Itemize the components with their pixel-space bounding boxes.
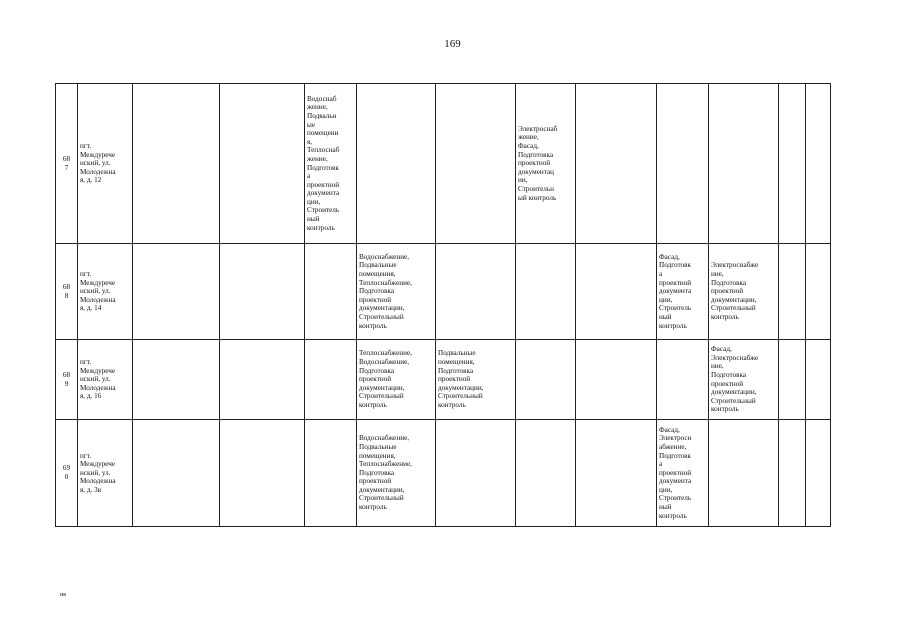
work-type-cell [305, 84, 357, 244]
row-number-cell [56, 84, 78, 244]
work-type-cell [806, 244, 831, 340]
work-type-cell [436, 340, 516, 420]
work-type-cell-text: Фасад, Электроснабже ние, Подготовка проектной документации, Строительный контроль [711, 345, 759, 414]
work-type-cell [357, 84, 436, 244]
address-cell [78, 244, 133, 340]
work-type-cell-text: Водоснаб жение, Подвальн ые помещени я, Теплоснаб жение, Подготовк а проектной документа ции, Строитель ный контроль [307, 94, 340, 232]
address-cell-text: пгт. Междуречe нский, ул. Молодежна я, д. 3в [80, 451, 116, 494]
work-type-cell [357, 340, 436, 420]
table-row [56, 420, 831, 527]
address-cell [78, 84, 133, 244]
row-number-cell [56, 420, 78, 527]
work-type-cell [305, 420, 357, 527]
work-type-cell [133, 244, 220, 340]
work-type-cell [779, 84, 806, 244]
work-type-cell [576, 84, 657, 244]
work-type-cell [709, 340, 779, 420]
work-type-cell [516, 84, 576, 244]
work-type-cell [220, 340, 305, 420]
work-type-cell [516, 244, 576, 340]
work-type-cell [220, 84, 305, 244]
work-type-cell [436, 244, 516, 340]
work-type-cell [220, 244, 305, 340]
table-row [56, 244, 831, 340]
repair-schedule-table [55, 83, 831, 527]
work-type-cell [576, 420, 657, 527]
address-cell [78, 420, 133, 527]
row-number-cell-text: 69 0 [62, 464, 71, 481]
work-type-cell-text: Теплоснабжение, Водоснабжение, Подготовка проектной документации, Строительный контроль [359, 349, 412, 409]
work-type-cell [806, 420, 831, 527]
footer-mark: нв [60, 592, 67, 598]
work-type-cell [133, 84, 220, 244]
work-type-cell-text: Водоснабжение, Подвальные помещения, Теплоснабжение, Подготовка проектной документации, Строительный контроль [359, 434, 412, 512]
work-type-cell [657, 420, 709, 527]
row-number-cell [56, 340, 78, 420]
work-type-cell-text: Водоснабжение, Подвальные помещения, Теплоснабжение, Подготовка проектной документации, Строительный контроль [359, 252, 412, 330]
work-type-cell [436, 420, 516, 527]
work-type-cell [657, 244, 709, 340]
work-type-cell [516, 340, 576, 420]
work-type-cell [779, 340, 806, 420]
work-type-cell [576, 244, 657, 340]
row-number-cell-text: 68 9 [62, 370, 71, 388]
work-type-cell-text: Подвальные помещения, Подготовка проектной документации, Строительный контроль [438, 349, 484, 409]
work-type-cell [709, 420, 779, 527]
work-type-cell [657, 340, 709, 420]
address-cell-text: пгт. Междуречe нский, ул. Молодежна я, д. 14 [80, 270, 116, 313]
work-type-cell [133, 340, 220, 420]
work-type-cell [806, 84, 831, 244]
work-type-cell [657, 84, 709, 244]
row-number-cell-text: 68 7 [62, 154, 71, 172]
work-type-cell [516, 420, 576, 527]
work-type-cell [357, 244, 436, 340]
work-type-cell-text: Фасад, Подготовк а проектной документа ции, Строитель ный контроль [659, 252, 692, 330]
work-type-cell [576, 340, 657, 420]
page-number: 169 [444, 38, 461, 50]
work-type-cell [779, 244, 806, 340]
work-type-cell [305, 244, 357, 340]
work-type-cell [220, 420, 305, 527]
work-type-cell [305, 340, 357, 420]
address-cell-text: пгт. Междурече нский, ул. Молодежна я, д. 12 [80, 142, 116, 185]
work-type-cell [436, 84, 516, 244]
work-type-cell [709, 244, 779, 340]
work-type-cell [779, 420, 806, 527]
work-type-cell [133, 420, 220, 527]
work-type-cell [709, 84, 779, 244]
row-number-cell-text: 68 8 [62, 282, 71, 300]
work-type-cell-text: Электроснаб жение, Фасад, Подготовка проектной документац ии, Строительн ый контроль [518, 124, 558, 202]
table-row [56, 84, 831, 244]
table-row [56, 340, 831, 420]
address-cell-text: пгт. Междуречe нский, ул. Молодежна я, д. 16 [80, 358, 116, 401]
work-type-cell [357, 420, 436, 527]
work-type-cell-text: Электроснабже ние, Подготовка проектной документации, Строительный контроль [711, 261, 759, 321]
row-number-cell [56, 244, 78, 340]
address-cell [78, 340, 133, 420]
work-type-cell [806, 340, 831, 420]
work-type-cell-text: Фасад, Электросн абжение, Подготовк а проектной документа ции, Строитель ный контроль [659, 425, 692, 520]
